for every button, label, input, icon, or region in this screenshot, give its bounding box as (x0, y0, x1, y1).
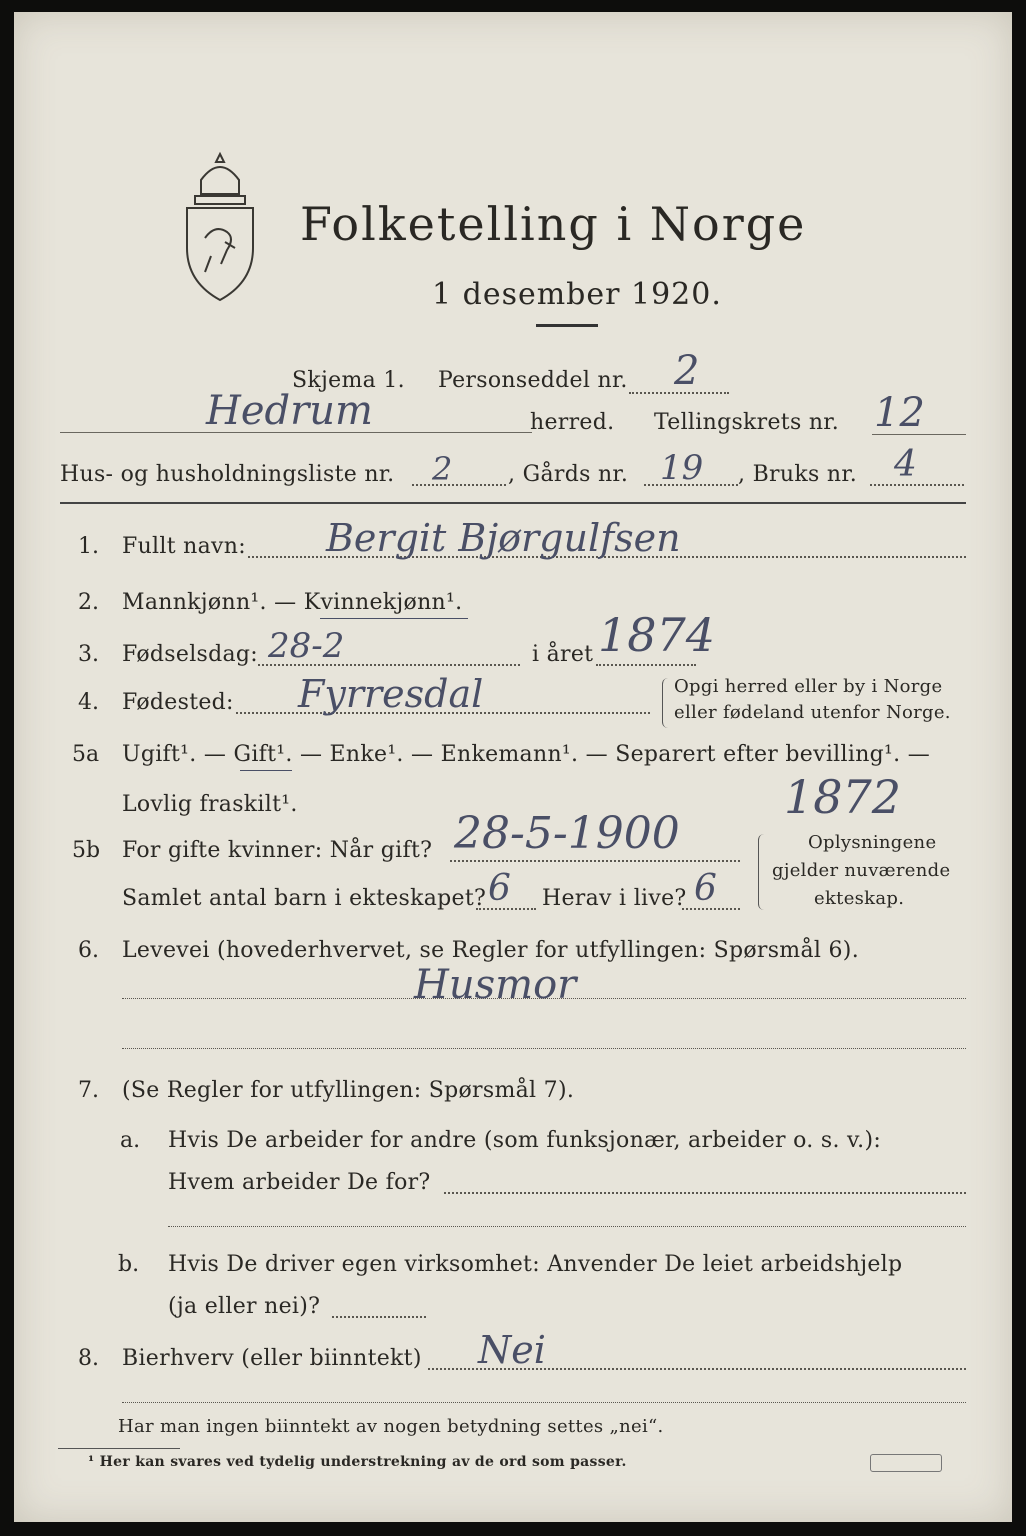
tellingskrets-label: Tellingskrets nr. (654, 410, 839, 435)
q8-label: Bierhverv (eller biinntekt) (122, 1346, 422, 1371)
q5b-note-bracket (758, 834, 765, 910)
q7a-letter: a. (120, 1128, 141, 1153)
q4-label: Fødested: (122, 690, 234, 715)
herred-value[interactable]: Hedrum (206, 388, 373, 434)
q5b-note-line1: Oplysningene (808, 832, 937, 853)
q5b-children-value[interactable]: 6 (488, 868, 511, 909)
q8-line2 (122, 1402, 966, 1403)
form-date: 1 desember 1920. (432, 277, 722, 312)
footer-note: Har man ingen biinntekt av nogen betydning settes „nei“. (118, 1416, 664, 1437)
q8-number: 8. (78, 1346, 99, 1371)
q4-note-line2: eller fødeland utenfor Norge. (674, 702, 951, 723)
q7b-line2: (ja eller nei)? (168, 1294, 321, 1319)
q5a-line2: Lovlig fraskilt¹. (122, 792, 298, 817)
header-divider (536, 324, 598, 327)
q7b-letter: b. (118, 1252, 140, 1277)
bruks-value[interactable]: 4 (894, 444, 917, 485)
hus-value[interactable]: 2 (432, 450, 453, 488)
q7a-answer-line2 (168, 1226, 966, 1227)
q5b-line (450, 860, 740, 862)
q5b-alive-value[interactable]: 6 (694, 868, 717, 909)
bruks-line (870, 484, 964, 486)
herred-label: herred. (530, 410, 615, 435)
q3-year-label: i året (532, 642, 594, 667)
footnote-divider (58, 1448, 180, 1449)
q3-year-value[interactable]: 1874 (598, 608, 716, 662)
q3-label: Fødselsdag: (122, 642, 259, 667)
census-form (14, 12, 1012, 1522)
hus-line (412, 484, 506, 486)
gards-label: , Gårds nr. (508, 462, 629, 487)
q5b-note-line2: gjelder nuværende (772, 860, 951, 881)
q7-number: 7. (78, 1078, 99, 1103)
q4-number: 4. (78, 690, 99, 715)
q5a-annotation[interactable]: 1872 (784, 770, 902, 824)
q2-label: Mannkjønn¹. — Kvinnekjønn¹. (122, 590, 463, 615)
q3-number: 3. (78, 642, 99, 667)
q5b-alive-label: Herav i live? (542, 886, 687, 911)
q7a-line1: Hvis De arbeider for andre (som funksjonær, arbeider o. s. v.): (168, 1128, 882, 1153)
coat-of-arms-icon (179, 150, 261, 310)
personseddel-label: Personseddel nr. (438, 368, 628, 393)
form-title: Folketelling i Norge (300, 197, 807, 251)
q5a-line1: Ugift¹. — Gift¹. — Enke¹. — Enkemann¹. — Separert efter bevilling¹. — (122, 742, 931, 767)
q4-note-line1: Opgi herred eller by i Norge (674, 676, 943, 697)
q1-value[interactable]: Bergit Bjørgulfsen (326, 516, 681, 560)
q6-number: 6. (78, 938, 99, 963)
q4-note-bracket (662, 678, 669, 728)
q7a-answer-line (444, 1192, 966, 1194)
q1-label: Fullt navn: (122, 534, 246, 559)
bruks-label: , Bruks nr. (738, 462, 858, 487)
q6-label: Levevei (hovederhvervet, se Regler for utfyllingen: Spørsmål 6). (122, 938, 859, 963)
q8-value[interactable]: Nei (478, 1328, 546, 1372)
q2-underline-kvinnekjonn (320, 618, 468, 619)
hus-label: Hus- og husholdningsliste nr. (60, 462, 395, 487)
q1-number: 1. (78, 534, 99, 559)
personseddel-value[interactable]: 2 (674, 348, 700, 394)
printer-stamp (870, 1454, 942, 1472)
q5b-children-label: Samlet antal barn i ekteskapet? (122, 886, 487, 911)
q7b-line1: Hvis De driver egen virksomhet: Anvender De leiet arbeidshjelp (168, 1252, 903, 1277)
q7-label: (Se Regler for utfyllingen: Spørsmål 7). (122, 1078, 575, 1103)
q5b-note-line3: ekteskap. (814, 888, 905, 909)
footnote: ¹ Her kan svares ved tydelig understrekning av de ord som passer. (88, 1454, 627, 1470)
section-divider (60, 502, 966, 504)
gards-value[interactable]: 19 (660, 448, 704, 488)
q5b-number: 5b (72, 838, 101, 863)
q7a-line2: Hvem arbeider De for? (168, 1170, 431, 1195)
q5a-underline-gift (240, 770, 292, 771)
q7b-answer-line (332, 1316, 426, 1318)
q3-year-line (596, 664, 696, 666)
q5b-value[interactable]: 28-5-1900 (454, 808, 680, 859)
q6-line2 (122, 1048, 966, 1049)
q5b-label: For gifte kvinner: Når gift? (122, 838, 433, 863)
q4-value[interactable]: Fyrresdal (298, 672, 484, 716)
q6-value[interactable]: Husmor (414, 962, 577, 1008)
schema-label: Skjema 1. (292, 368, 405, 393)
q5a-number: 5a (72, 742, 100, 767)
q2-number: 2. (78, 590, 99, 615)
tellingskrets-value[interactable]: 12 (874, 390, 925, 436)
q3-value[interactable]: 28-2 (268, 626, 345, 666)
